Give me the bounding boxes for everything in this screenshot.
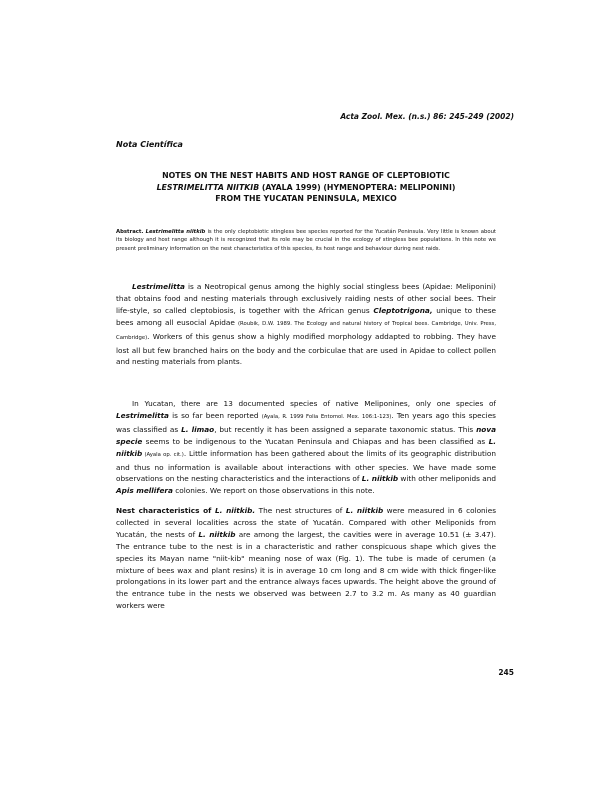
genus-name: Cleptotrigona, [373,305,433,315]
abstract-text: is the only cleptobiotic stingless bee species reported for the Yucatán Peninsula. Very little is known about its biology and host range although it is recognized that its role may be crucial in the ecology of stingless bee populations. In this note we present preliminary information on the nest characteristics of this species, its host range and behaviour during nest raids. [116,229,497,252]
genus-name: Lestrimelitta [116,410,169,420]
title-line-3: FROM THE YUCATAN PENINSULA, MEXICO [215,194,397,203]
genus-name: Lestrimelitta [132,282,185,291]
title-species: LESTRIMELITTA NIITKIB [156,182,260,192]
title-line-1: NOTES ON THE NEST HABITS AND HOST RANGE OF CLEPTOBIOTIC [162,171,450,180]
abstract [116,228,496,253]
citation: (Roubik, D.W. 1989. The Ecology and natural history of Tropical bees. Cambridge, Univ. Press, Cambridge) [116,320,496,341]
species-name: L. niitkib [116,436,496,458]
paragraph-nest-characteristics [116,505,496,612]
text-run: , but recently it has been assigned a separate taxonomic status. This [214,424,477,434]
text-run: The nest structures of [255,506,346,515]
text-run: are among the largest, the cavities were in average 10.51 (± 3.47). The entrance tube to the nest is in a characteristic and rather conspicuous shape which gives the species its Mayan name "niit-kib" meaning nose of wax (Fig. 1). The tube is made of cerumen (a mixture of bees wax and plant resins) it is in average 10 cm long and 8 cm wide with thick finger-like prolongations in its lower part and the entrance always faces upwards. The height above the ground of the entrance tube in the nests we observed was between 2.7 to 3.2 m. As many as 40 guardian workers were [116,529,496,611]
species-name: L. niitkib [361,474,399,484]
species-name: L. limao [181,424,215,434]
abstract-label: Abstract. [116,229,144,235]
journal-citation: Acta Zool. Mex. (n.s.) 86: 245-249 (2002) [340,112,514,121]
title-line-2 [116,182,496,194]
page-number: 245 [498,668,514,677]
text-run: colonies. We report on those observations in this note. [172,486,375,496]
text-run: were measured in 6 colonies collected in several localities across the state of Yucatán. Compared with other Meliponids from Yucatán, the nests of [116,506,496,539]
species-name: L. niitkib [198,529,236,539]
section-label: Nota Científica [116,140,183,149]
species-name: L. niitkib. [214,506,256,515]
text-run: . Ten years ago this species was classified as [116,410,496,434]
paragraph-yucatan [116,398,496,497]
text-run: is so far been reported [168,410,262,420]
text-run: unique to these bees among all eusocial Apidae [116,305,496,327]
text-run: seems to be indigenous to the Yucatan Peninsula and Chiapas and has been classified as [142,436,489,446]
text-run: In Yucatan, there are 13 documented species of native Meliponines, only one species of [132,399,496,408]
paragraph-intro [116,281,496,368]
species-name: L. niitkib [345,506,384,515]
citation: (Ayala, R. 1999 Folia Entomol. Mex. 106:1-123) [261,413,392,420]
species-name: nova specie [116,424,496,446]
species-name: Apis mellifera [116,486,173,496]
title-authority: (AYALA 1999) (HYMENOPTERA: MELIPONINI) [259,182,456,192]
text-run: . Little information has been gathered about the limits of its geographic distribution and thus no information is available about interactions with other species. We have made some observations on the nesting characteristics and the interactions of [116,448,496,484]
abstract-species: Lestrimelitta niitkib [145,229,206,235]
text-run: with other meliponids and [398,474,496,484]
text-run: . Workers of this genus show a highly modified morphology addapted to robbing. They have lost all but few branched hairs on the body and the corbiculae that are used in Apidae to collect pollen and nesting materials from plants. [116,331,496,367]
text-run: is a Neotropical genus among the highly social stingless bees (Apidae: Meliponini) that obtains food and nesting materials through exclusively raiding nests of other social bees. Their life-style, so called cleptobiosis, is together with the African genus [116,282,496,315]
runin-heading: Nest characteristics of [116,506,215,515]
citation: (Ayala op. cit.) [142,451,184,458]
article-title [116,170,496,205]
